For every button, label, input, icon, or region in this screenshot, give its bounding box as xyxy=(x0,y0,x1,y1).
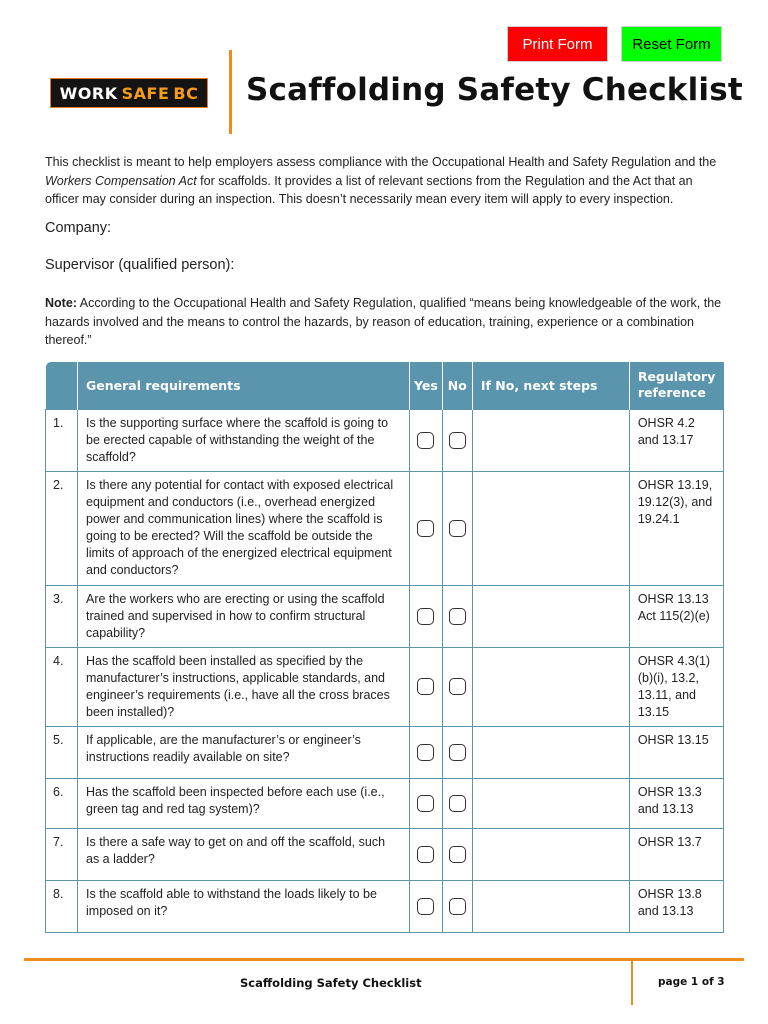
header-requirements: General requirements xyxy=(78,362,410,409)
next-steps-field[interactable] xyxy=(472,726,629,778)
row-number: 4. xyxy=(46,647,78,726)
row-question: Has the scaffold been inspected before each use (i.e., green tag and red tag system)? xyxy=(78,778,410,828)
yes-checkbox[interactable] xyxy=(417,432,434,449)
intro-paragraph: This checklist is meant to help employers assess compliance with the Occupational Health and Safety Regulation and the Workers Compensation Act for scaffolds. It provides a list of relevant sections from the Regulation and the Act that an officer may consider during an inspection. This doesn’t necessarily mean every item will apply to every inspection. xyxy=(45,155,717,206)
no-checkbox[interactable] xyxy=(449,795,466,812)
next-steps-field[interactable] xyxy=(472,647,629,726)
logo-work-text: WORK xyxy=(59,83,118,103)
next-steps-field[interactable] xyxy=(472,409,629,471)
row-number: 8. xyxy=(46,880,78,932)
page-number: page 1 of 3 xyxy=(658,976,725,988)
header-yes: Yes xyxy=(410,362,443,409)
no-checkbox[interactable] xyxy=(449,898,466,915)
row-question: Has the scaffold been installed as specified by the manufacturer’s instructions, applicable standards, and engineer’s requirements (i.e., have all the cross braces been installed)? xyxy=(78,647,410,726)
print-form-button[interactable]: Print Form xyxy=(507,26,608,62)
row-reference: OHSR 13.15 xyxy=(629,726,723,778)
checklist-table xyxy=(45,362,724,933)
act-name: Workers Compensation Act xyxy=(45,173,197,188)
supervisor-field-label[interactable]: Supervisor (qualified person): xyxy=(45,257,235,273)
next-steps-field[interactable] xyxy=(472,880,629,932)
note-paragraph: Note: According to the Occupational Health and Safety Regulation, qualified “means being knowledgeable of the work, the hazards involved and the means to control the hazards, by reason of education, training, experience or a combination thereof.” xyxy=(45,296,722,347)
note-label: Note: xyxy=(45,296,77,310)
row-number: 3. xyxy=(46,585,78,647)
row-number: 5. xyxy=(46,726,78,778)
table-row xyxy=(46,585,724,647)
no-checkbox[interactable] xyxy=(449,678,466,695)
row-number: 1. xyxy=(46,409,78,471)
no-checkbox[interactable] xyxy=(449,520,466,537)
no-checkbox[interactable] xyxy=(449,744,466,761)
table-row xyxy=(46,471,724,585)
no-checkbox[interactable] xyxy=(449,846,466,863)
yes-checkbox[interactable] xyxy=(417,846,434,863)
footer-divider xyxy=(24,958,744,961)
header-reference: Regulatory reference xyxy=(629,362,723,409)
row-question: Is the scaffold able to withstand the loads likely to be imposed on it? xyxy=(78,880,410,932)
row-question: Is the supporting surface where the scaffold is going to be erected capable of withstanding the weight of the scaffold? xyxy=(78,409,410,471)
row-number: 2. xyxy=(46,471,78,585)
row-reference: OHSR 13.19, 19.12(3), and 19.24.1 xyxy=(629,471,723,585)
yes-checkbox[interactable] xyxy=(417,608,434,625)
yes-checkbox[interactable] xyxy=(417,520,434,537)
table-row xyxy=(46,647,724,726)
next-steps-field[interactable] xyxy=(472,585,629,647)
company-field-label[interactable]: Company: xyxy=(45,220,112,236)
title-divider xyxy=(229,50,232,134)
table-row xyxy=(46,778,724,828)
row-question: If applicable, are the manufacturer’s or engineer’s instructions readily available on site? xyxy=(78,726,410,778)
row-reference: OHSR 13.7 xyxy=(629,828,723,880)
logo-safe-text: SAFE xyxy=(121,83,170,103)
row-number: 7. xyxy=(46,828,78,880)
row-question: Is there a safe way to get on and off the scaffold, such as a ladder? xyxy=(78,828,410,880)
header-number xyxy=(46,362,78,409)
header-no: No xyxy=(442,362,472,409)
yes-checkbox[interactable] xyxy=(417,795,434,812)
row-reference: OHSR 4.2 and 13.17 xyxy=(629,409,723,471)
worksafebc-logo xyxy=(50,78,208,108)
yes-checkbox[interactable] xyxy=(417,678,434,695)
row-reference: OHSR 4.3(1)(b)(i), 13.2, 13.11, and 13.15 xyxy=(629,647,723,726)
row-reference: OHSR 13.3 and 13.13 xyxy=(629,778,723,828)
logo-bc-text: BC xyxy=(173,83,199,103)
table-row xyxy=(46,828,724,880)
row-question: Are the workers who are erecting or using the scaffold trained and supervised in how to confirm structural capability? xyxy=(78,585,410,647)
next-steps-field[interactable] xyxy=(472,828,629,880)
row-number: 6. xyxy=(46,778,78,828)
table-header-row xyxy=(46,362,724,409)
table-row xyxy=(46,726,724,778)
page-title: Scaffolding Safety Checklist xyxy=(246,72,743,108)
yes-checkbox[interactable] xyxy=(417,898,434,915)
next-steps-field[interactable] xyxy=(472,471,629,585)
reset-form-button[interactable]: Reset Form xyxy=(621,26,722,62)
table-row xyxy=(46,880,724,932)
no-checkbox[interactable] xyxy=(449,608,466,625)
yes-checkbox[interactable] xyxy=(417,744,434,761)
row-reference: OHSR 13.8 and 13.13 xyxy=(629,880,723,932)
no-checkbox[interactable] xyxy=(449,432,466,449)
table-row xyxy=(46,409,724,471)
footer-vertical-divider xyxy=(631,961,633,1005)
row-question: Is there any potential for contact with exposed electrical equipment and conductors (i.e., overhead energized power and communication lines) where the scaffold is going to be erected? Will the scaffold be outside the limits of approach of the energized electrical equipment and conductors? xyxy=(78,471,410,585)
header-next-steps: If No, next steps xyxy=(472,362,629,409)
row-reference: OHSR 13.13 Act 115(2)(e) xyxy=(629,585,723,647)
footer-title: Scaffolding Safety Checklist xyxy=(240,976,422,990)
next-steps-field[interactable] xyxy=(472,778,629,828)
